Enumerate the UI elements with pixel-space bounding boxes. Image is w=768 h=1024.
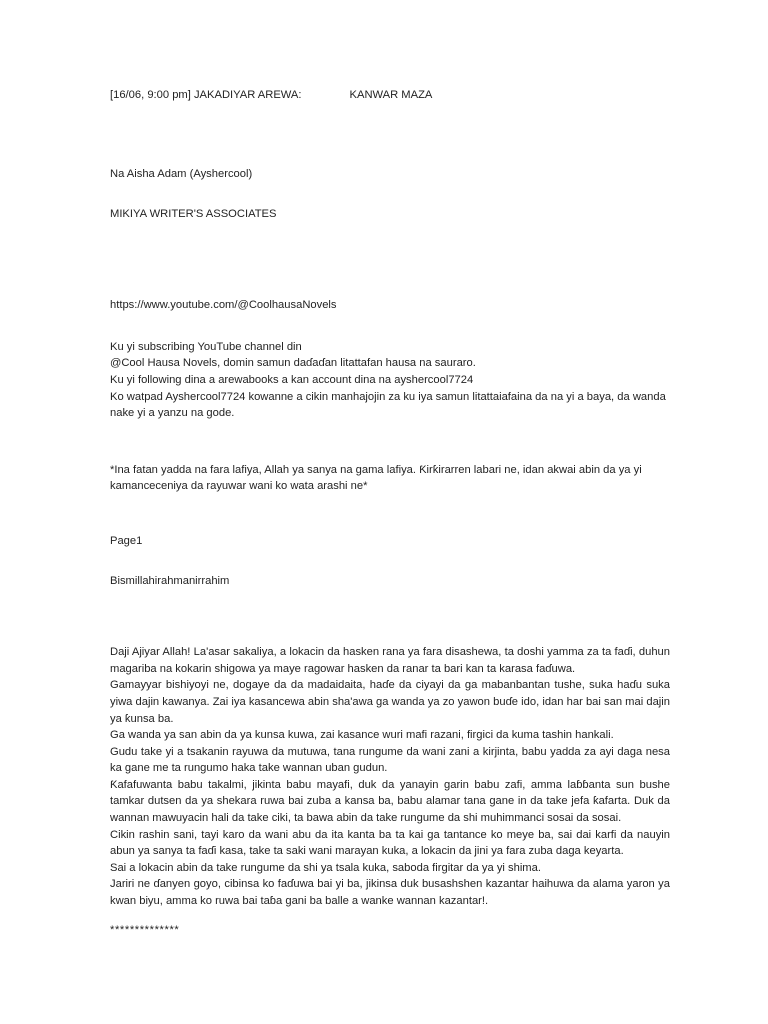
promo-line-3: Ku yi following dina a arewabooks a kan account dina na ayshercool7724 [110, 373, 474, 386]
chat-timestamp-sender: [16/06, 9:00 pm] JAKADIYAR AREWA: [110, 89, 302, 101]
spacer-before-disclaimer [110, 422, 670, 462]
spacer-before-url [110, 221, 670, 299]
body-paragraph-4: Gudu take yi a tsakanin rayuwa da mutuwa, tana rungume da wani zani a kirjinta, babu yadda za ayi daga nesa ka gane me ta rungumo haka take wannan uban gudun. [110, 745, 670, 775]
promo-line-1: Ku yi subscribing YouTube channel din [110, 340, 302, 353]
body-paragraph-3: Ga wanda ya san abin da ya kunsa kuwa, zai kasance wuri mafi razani, firgici da kuma tashin hankali. [110, 729, 614, 742]
body-paragraph-2: Gamayyar bishiyoyi ne, dogaye da da madaidaita, haɗe da ciyayi da ga mabanbantan tushe, suka haɗu suka yiwa dajin kawanya. Zai iya kasancewa abin sha'awa ga wanda ya zo yawon buɗe ido, idan har bai san mai dajin ya ƙunsa ba. [110, 679, 670, 725]
spacer-author [110, 182, 670, 208]
associates-line: MIKIYA WRITER'S ASSOCIATES [110, 207, 277, 220]
spacer-before-promo [110, 313, 670, 339]
document-content [110, 88, 670, 937]
disclaimer-text: *Ina fatan yadda na fara lafiya, Allah ya sanya na gama lafiya. Ƙirƙirarren labari ne, idan akwai abin da ya yi kamanceceniya da rayuwar wani ko wata arashi ne* [110, 463, 642, 493]
spacer-before-body [110, 588, 670, 644]
author-line: Na Aisha Adam (Ayshercool) [110, 168, 253, 180]
youtube-channel-url[interactable]: https://www.youtube.com/@CoolhausaNovels [110, 299, 337, 312]
body-paragraph-5: Ƙafafuwanta babu takalmi, jikinta babu mayafi, duk da yanayin garin babu zafi, amma laɓɓanta sun bushe tamkar dutsen da ya shekara ruwa bai zuba a kansa ba, babu alamar tana gane in da take jefa ƙafarta. Duk da wannan mawuyacin hali da take ciki, ta bawa abin da take rungume da shi muhimmanci sosai da sosai. [110, 778, 670, 825]
chat-header [110, 88, 670, 102]
bismillah-line: Bismillahirahmanirrahim [110, 574, 230, 587]
section-separator: ************** [110, 923, 180, 936]
body-paragraph-6: Cikin rashin sani, tayi karo da wani abu da ita kanta ba ta kai ga tantance ko meye ba, sai dai karfi da nauyin abun ya sanya ta faɗi kasa, take ta saki wani marayan kuka, a lokacin da jini ya fara zuba daga keyarta. [110, 828, 670, 858]
spacer-after-header [110, 102, 670, 168]
story-title: KANWAR MAZA [349, 89, 433, 101]
spacer-before-page-label [110, 495, 670, 535]
spacer-before-bismillah [110, 549, 670, 575]
body-paragraph-7: Sai a lokacin abin da take rungume da shi ya tsala kuka, saboda firgitar da ya yi shima. [110, 861, 541, 874]
promo-line-4: Ko watpad Ayshercool7724 kowanne a cikin manhajojin za ku iya samun litattaiafaina da na yi a baya, da wanda nake yi a yanzu na gode. [110, 390, 666, 420]
page-label: Page1 [110, 534, 143, 547]
promo-line-2: @Cool Hausa Novels, domin samun daɗaɗan litattafan hausa na sauraro. [110, 357, 476, 370]
spacer-before-separator [110, 910, 670, 923]
body-paragraph-8: Jariri ne ɗanyen goyo, cibinsa ko faɗuwa bai yi ba, jikinsa duk busashshen kazantar haihuwa da alama yaron ya kwan biyu, amma ko ruwa bai taɓa gani ba balle a wanke wannan kazantar!. [110, 878, 670, 908]
body-paragraph-1: Daji Ajiyar Allah! La'asar sakaliya, a lokacin da hasken rana ya fara disashewa, ta doshi yamma za ta faɗi, duhun magariba na kokarin shigowa ya maye ragowar hasken da ranar ta bari kan ta karasa faɗuwa. [110, 646, 670, 675]
